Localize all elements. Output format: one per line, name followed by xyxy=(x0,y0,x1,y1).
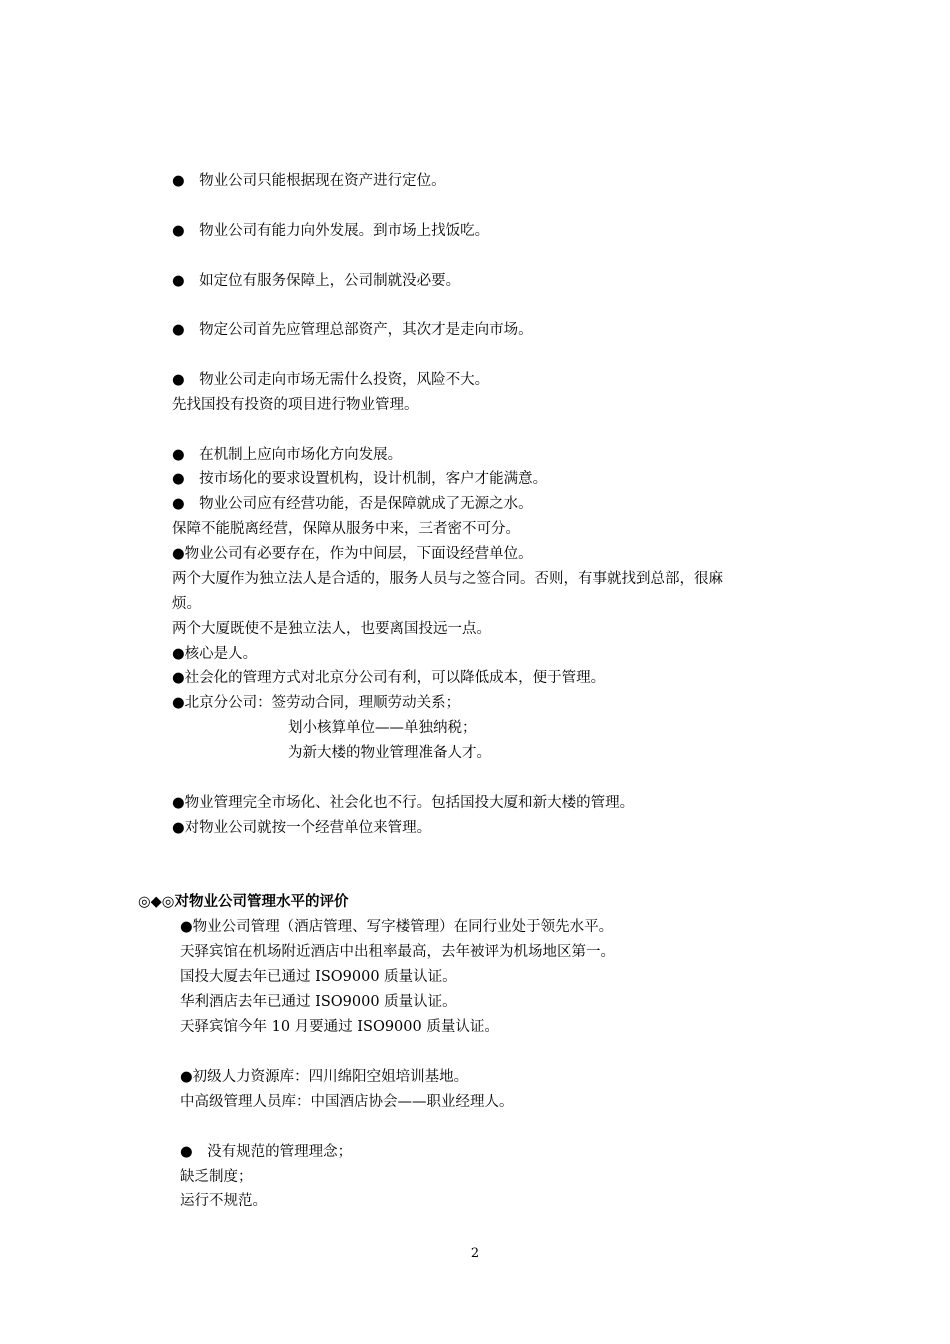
section-heading: ◎◆◎对物业公司管理水平的评价 xyxy=(138,893,349,910)
bullet-item: ●核心是人。 xyxy=(172,646,258,662)
paragraph-line: 天驿宾馆今年 10 月要通过 ISO9000 质量认证。 xyxy=(180,1019,499,1035)
paragraph-line: 国投大厦去年已通过 ISO9000 质量认证。 xyxy=(180,969,457,985)
paragraph-line: 烦。 xyxy=(172,596,201,612)
bullet-item: ● 没有规范的管理理念； xyxy=(180,1144,353,1160)
bullet-item: ● 如定位有服务保障上，公司制就没必要。 xyxy=(172,273,461,289)
paragraph-line: 运行不规范。 xyxy=(180,1193,267,1209)
bullet-item: ● 按市场化的要求设置机构，设计机制，客户才能满意。 xyxy=(172,471,548,487)
paragraph-line: 保障不能脱离经营，保障从服务中来，三者密不可分。 xyxy=(172,521,520,537)
paragraph-line: 两个大厦既使不是独立法人，也要离国投远一点。 xyxy=(172,621,491,637)
paragraph-line: 天驿宾馆在机场附近酒店中出租率最高，去年被评为机场地区第一。 xyxy=(180,944,615,960)
bullet-item: ●社会化的管理方式对北京分公司有利，可以降低成本，便于管理。 xyxy=(172,670,606,686)
bullet-item: ● 物定公司首先应管理总部资产，其次才是走向市场。 xyxy=(172,322,533,338)
bullet-item: ●对物业公司就按一个经营单位来管理。 xyxy=(172,820,432,836)
paragraph-line: 两个大厦作为独立法人是合适的，服务人员与之签合同。否则，有事就找到总部，很麻 xyxy=(172,571,723,587)
bullet-item: ● 物业公司应有经营功能，否是保障就成了无源之水。 xyxy=(172,496,533,512)
bullet-item: ●初级人力资源库：四川绵阳空姐培训基地。 xyxy=(180,1069,469,1085)
paragraph-line: 华利酒店去年已通过 ISO9000 质量认证。 xyxy=(180,994,457,1010)
bullet-item: ●北京分公司：签劳动合同，理顺劳动关系； xyxy=(172,695,461,711)
bullet-item: ● 在机制上应向市场化方向发展。 xyxy=(172,447,403,463)
bullet-item: ●物业管理完全市场化、社会化也不行。包括国投大厦和新大楼的管理。 xyxy=(172,795,635,811)
page-number: 2 xyxy=(470,1246,480,1261)
bullet-item: ● 物业公司有能力向外发展。到市场上找饭吃。 xyxy=(172,223,490,239)
bullet-item: ● 物业公司走向市场无需什么投资，风险不大。 xyxy=(172,372,490,388)
paragraph-line: 中高级管理人员库：中国酒店协会——职业经理人。 xyxy=(180,1094,514,1110)
indented-line: 划小核算单位——单独纳税； xyxy=(288,720,477,736)
paragraph-line: 先找国投有投资的项目进行物业管理。 xyxy=(172,397,419,413)
bullet-item: ●物业公司管理（酒店管理、写字楼管理）在同行业处于领先水平。 xyxy=(180,919,614,935)
bullet-item: ● 物业公司只能根据现在资产进行定位。 xyxy=(172,173,446,189)
indented-line: 为新大楼的物业管理准备人才。 xyxy=(288,745,491,761)
bullet-item: ●物业公司有必要存在，作为中间层，下面设经营单位。 xyxy=(172,546,533,562)
paragraph-line: 缺乏制度； xyxy=(180,1169,253,1185)
